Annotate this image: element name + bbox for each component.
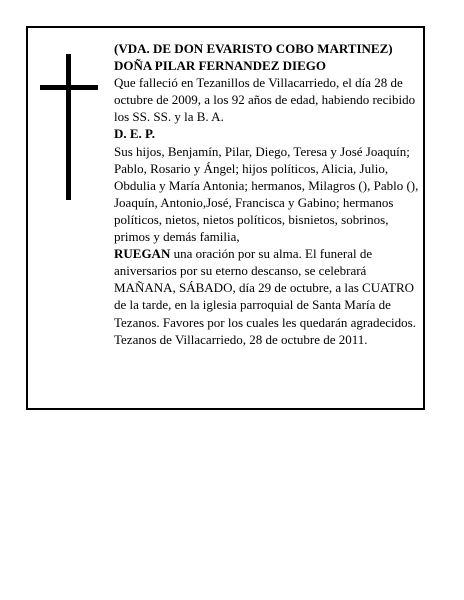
widow-line: (VDA. DE DON EVARISTO COBO MARTINEZ) <box>114 41 393 56</box>
cross-horizontal-bar <box>40 85 98 90</box>
deceased-name: DOÑA PILAR FERNANDEZ DIEGO <box>114 58 326 74</box>
cross-vertical-bar <box>66 54 71 200</box>
notice-text <box>114 40 422 348</box>
rip-line: D. E. P. <box>114 126 156 142</box>
place-date: Tezanos de Villacarriedo, 28 de octubre de 2011. <box>114 331 368 347</box>
obituary-notice <box>26 26 425 410</box>
request-text: una oración por su alma. El funeral de aniversarios por su eterno descanso, se celebrará MAÑANA, SÁBADO, día 29 de octubre, a las CUATRO de la tarde, en la iglesia parroquial de Santa María de Tezanos. Favores por los cuales les quedarán agradecidos. <box>114 246 416 330</box>
request-paragraph <box>114 245 422 330</box>
death-info: Que falleció en Tezanillos de Villacarriedo, el día 28 de octubre de 2009, a los 92 años de edad, habiendo recibido los SS. SS. y la B. A. <box>114 75 416 125</box>
cross-icon <box>40 54 98 200</box>
request-word: RUEGAN <box>114 246 171 262</box>
family-list: Sus hijos, Benjamín, Pilar, Diego, Teresa y José Joaquín; Pablo, Rosario y Ángel; hijos políticos, Alicia, Julio, Obdulia y María Antonia; hermanos, Milagros (), Pablo (), Joaquín, Antonio,José, Francisca y Gabino; hermanos políticos, nietos, nietos políticos, bisnietos, sobrinos, primos y demás familia, <box>114 143 419 245</box>
